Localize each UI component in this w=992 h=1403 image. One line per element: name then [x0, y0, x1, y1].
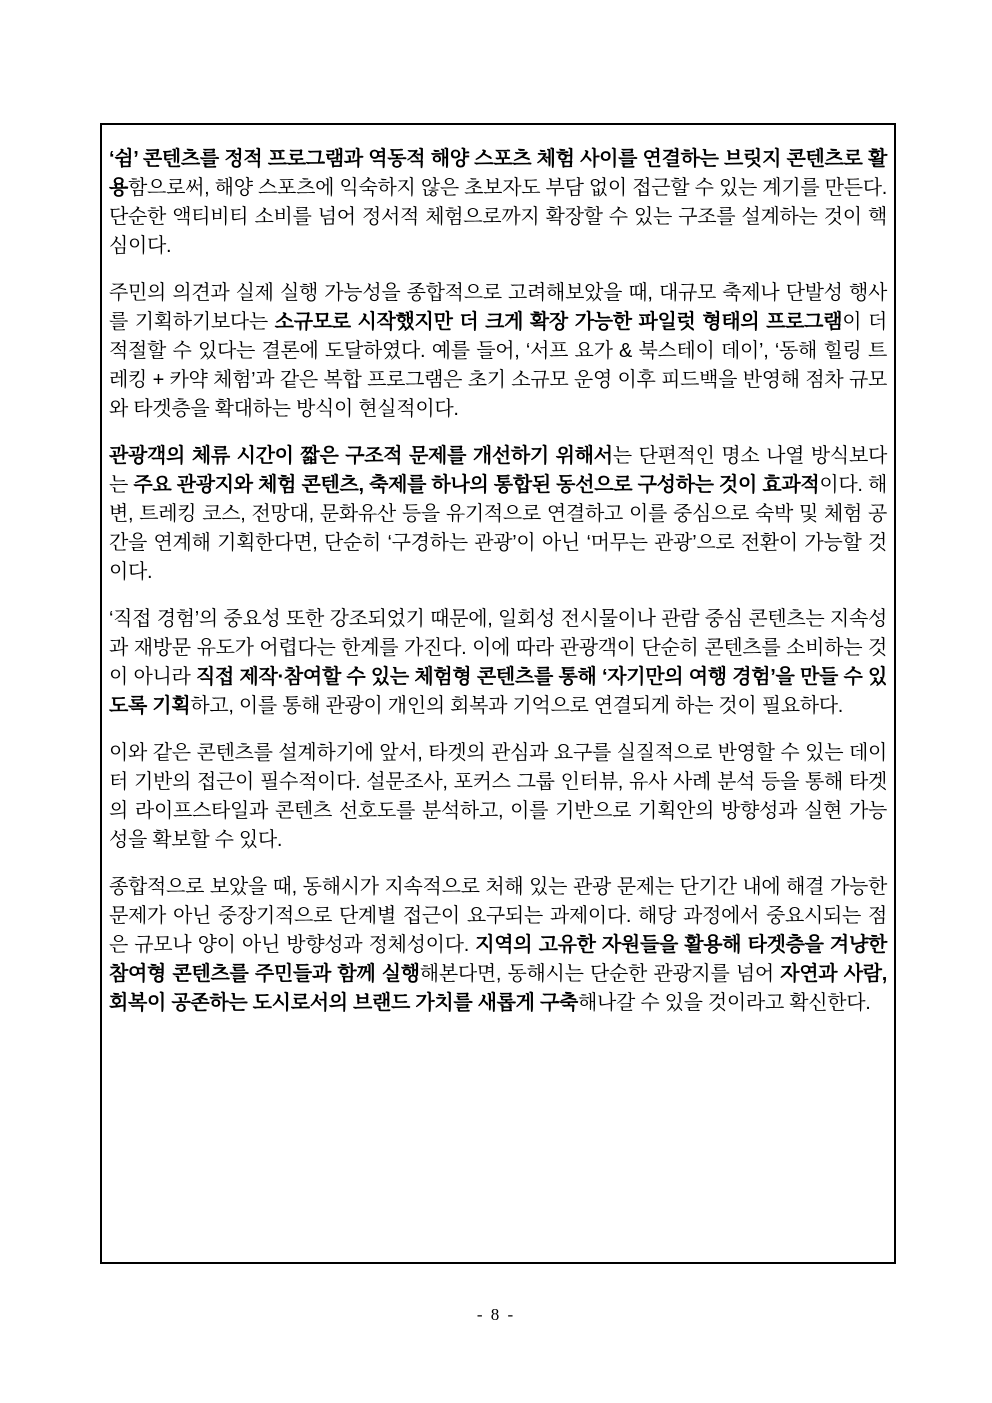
paragraph-segment-bold: 직접 제작·참여할 수 있는 체험형 콘텐츠를 통해 ‘자기만의 여행 경험’을 만들 수 있도록 기획	[109, 666, 888, 717]
paragraph-segment: 는 단편적인 명소 나열 방식보다는	[109, 445, 887, 496]
paragraph-segment-bold: 자연과 사람, 회복이 공존하는 도시로서의 브랜드 가치를 새롭게 구축	[109, 963, 887, 1014]
paragraph-segment-bold: 주요 관광지와 체험 콘텐츠, 축제를 하나의 통합된 동선으로 구성하는 것이 효과적	[133, 474, 820, 496]
paragraph-segment: 이와 같은 콘텐츠를 설계하기에 앞서, 타겟의 관심과 요구를 실질적으로 반영할 수 있는 데이터 기반의 접근이 필수적이다. 설문조사, 포커스 그룹 인터뷰, 유사 사례 분석 등을 통해 타겟의 라이프스타일과 콘텐츠 선호도를 분석하고, 이를 기반으로 기획안의 방향성과 실현 가능성을 확보할 수 있다.	[109, 742, 887, 851]
paragraph-segment-bold: 소규모로 시작했지만 더 크게 확장 가능한 파일럿 형태의 프로그램	[274, 311, 843, 333]
paragraph-segment: 함으로써, 해양 스포츠에 익숙하지 않은 초보자도 부담 없이 접근할 수 있는 계기를 만든다. 단순한 액티비티 소비를 넘어 정서적 체험으로까지 확장할 수 있는 구조를 설계하는 것이 핵심이다.	[109, 177, 887, 257]
paragraph-segment: 해본다면, 동해시는 단순한 관광지를 넘어	[419, 963, 781, 985]
paragraph-segment-bold: ‘쉼’ 콘텐츠를 정적 프로그램과 역동적 해양 스포츠 체험 사이를 연결하는 브릿지 콘텐츠로 활용	[109, 148, 887, 199]
paragraph-segment: 주민의 의견과 실제 실행 가능성을 종합적으로 고려해보았을 때, 대규모 축제나 단발성 행사를 기획하기보다는	[109, 282, 887, 333]
page-number: - 8 -	[476, 1305, 516, 1324]
paragraph	[109, 145, 887, 261]
document-body	[109, 145, 887, 1018]
paragraph	[109, 442, 887, 587]
paragraph	[109, 605, 887, 721]
paragraph-segment-bold: 관광객의 체류 시간이 짧은 구조적 문제를 개선하기 위해서	[109, 445, 613, 467]
paragraph	[109, 279, 887, 424]
paragraph-segment-bold: 지역의 고유한 자원들을 활용해 타겟층을 겨냥한 참여형 콘텐츠를 주민들과 함께 실행	[109, 934, 887, 985]
paragraph-segment: 이 더 적절할 수 있다는 결론에 도달하였다. 예를 들어, ‘서프 요가 & 북스테이 데이’, ‘동해 힐링 트레킹 + 카약 체험’과 같은 복합 프로그램은 초기 소규모 운영 이후 피드백을 반영해 점차 규모와 타겟층을 확대하는 방식이 현실적이다.	[109, 311, 888, 420]
document-border-frame	[100, 123, 896, 1264]
paragraph-segment: 종합적으로 보았을 때, 동해시가 지속적으로 처해 있는 관광 문제는 단기간 내에 해결 가능한 문제가 아닌 중장기적으로 단계별 접근이 요구되는 과제이다. 해당 과정에서 중요시되는 점은 규모나 양이 아닌 방향성과 정체성이다.	[109, 876, 887, 956]
paragraph-segment: 이다. 해변, 트레킹 코스, 전망대, 문화유산 등을 유기적으로 연결하고 이를 중심으로 숙박 및 체험 공간을 연계해 기획한다면, 단순히 ‘구경하는 관광’이 아닌 ‘머무는 관광’으로 전환이 가능할 것이다.	[109, 474, 888, 583]
paragraph-segment: ‘직접 경험’의 중요성 또한 강조되었기 때문에, 일회성 전시물이나 관람 중심 콘텐츠는 지속성과 재방문 유도가 어렵다는 한계를 가진다. 이에 따라 관광객이 단순히 콘텐츠를 소비하는 것이 아니라	[109, 608, 887, 688]
paragraph-segment: 하고, 이를 통해 관광이 개인의 회복과 기억으로 연결되게 하는 것이 필요하다.	[190, 695, 844, 717]
paragraph	[109, 739, 887, 855]
paragraph-segment: 해나갈 수 있을 것이라고 확신한다.	[578, 992, 871, 1014]
paragraph	[109, 873, 887, 1018]
